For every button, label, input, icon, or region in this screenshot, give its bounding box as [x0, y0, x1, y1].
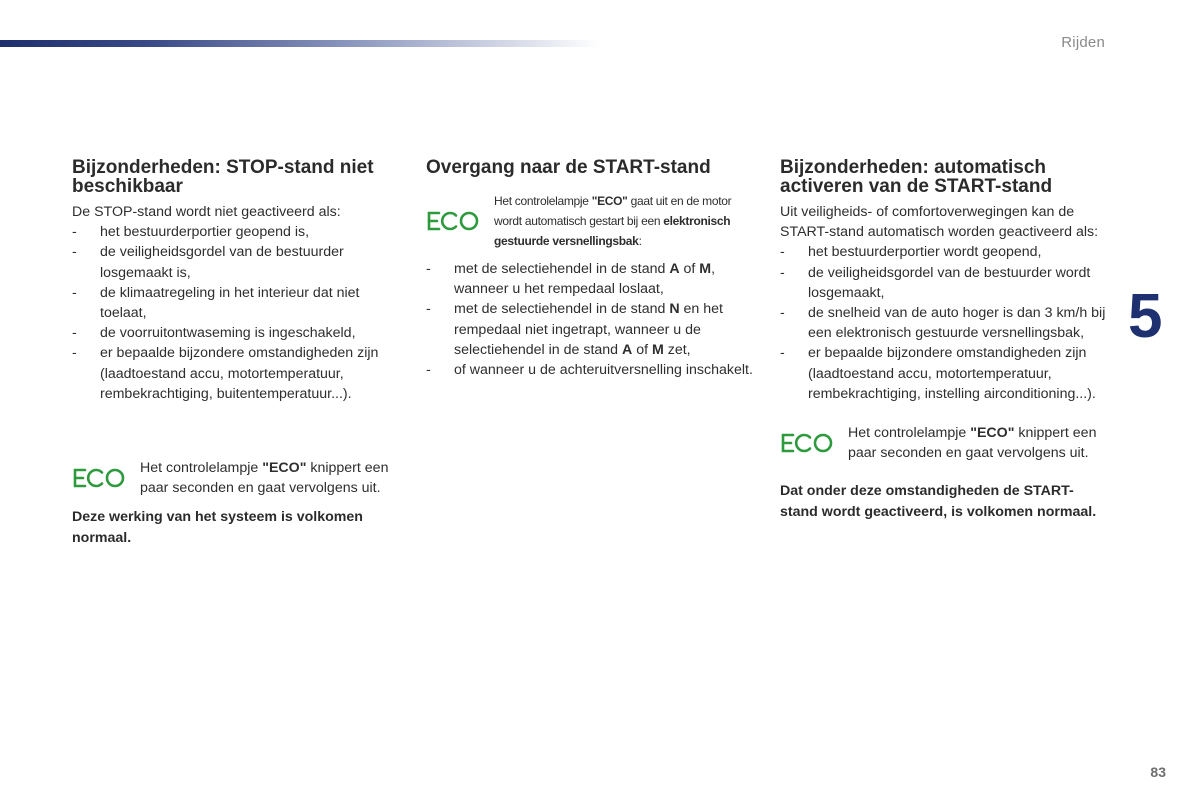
heading-stop-unavailable: Bijzonderheden: STOP-stand niet beschikbaar	[72, 157, 374, 197]
list-item: - er bepaalde bijzondere omstandigheden zijn (laadtoestand accu, motortemperatuur, rembekrachtiging, buitentemperatuur...).	[72, 345, 379, 402]
column-stop-unavailable	[72, 158, 402, 548]
auto-start-conditions-list	[780, 242, 1110, 404]
conditions-list	[72, 222, 402, 404]
list-item: - de snelheid van de auto hoger is dan 3 km/h bij een elektronisch gestuurde versnellingsbak,	[780, 305, 1106, 342]
eco-warning-lamp-icon	[426, 209, 480, 233]
eco-off-note: Het controlelampje "ECO" gaat uit en de motor wordt automatisch gestart bij een elektronisch gestuurde versnellingsbak:	[426, 191, 756, 251]
eco-warning-lamp-icon	[72, 466, 126, 490]
list-item: - de veiligheidsgordel van de bestuurder losgemaakt is,	[72, 244, 344, 281]
list-item: - het bestuurderportier geopend is,	[72, 224, 310, 241]
intro-text: Uit veiligheids- of comfortoverwegingen kan de START-stand automatisch worden geactiveerd als:	[780, 204, 1099, 241]
intro-text: De STOP-stand wordt niet geactiveerd als:	[72, 204, 341, 220]
list-item: - met de selectiehendel in de stand A of M, wanneer u het rempedaal loslaat,	[426, 261, 716, 298]
chapter-number: 5	[1128, 282, 1163, 351]
normal-operation-note: Dat onder deze omstandigheden de START-stand wordt geactiveerd, is volkomen normaal.	[780, 483, 1097, 520]
eco-blink-note: Het controlelampje "ECO" knippert een paar seconden en gaat vervolgens uit.	[72, 458, 402, 498]
list-item: - het bestuurderportier wordt geopend,	[780, 244, 1042, 261]
list-item: - de voorruitontwaseming is ingeschakeld,	[72, 325, 356, 342]
list-item: - de klimaatregeling in het interieur dat niet toelaat,	[72, 284, 360, 322]
list-item: - de veiligheidsgordel van de bestuurder wordt losgemaakt,	[780, 264, 1091, 301]
list-item: - met de selectiehendel in de stand N en het rempedaal niet ingetrapt, wanneer u de selectiehendel in de stand A of M zet,	[426, 301, 723, 358]
list-item: - er bepaalde bijzondere omstandigheden zijn (laadtoestand accu, motortemperatuur, rembekrachtiging, instelling airconditioning...).	[780, 345, 1096, 402]
header-gradient-bar	[0, 40, 600, 47]
column-auto-start	[780, 158, 1110, 522]
eco-warning-lamp-icon	[780, 431, 834, 455]
heading-auto-start: Bijzonderheden: automatisch activeren van de START-stand	[780, 157, 1053, 197]
normal-operation-note: Deze werking van het systeem is volkomen normaal.	[72, 509, 363, 546]
start-conditions-list	[426, 259, 756, 380]
list-item: - of wanneer u de achteruitversnelling inschakelt.	[426, 362, 753, 379]
column-transition-start	[426, 158, 756, 380]
page-number: 83	[1150, 764, 1166, 780]
section-title: Rijden	[1061, 34, 1105, 51]
eco-blink-note: Het controlelampje "ECO" knippert een paar seconden en gaat vervolgens uit.	[780, 423, 1110, 463]
heading-transition-start: Overgang naar de START-stand	[426, 157, 711, 178]
